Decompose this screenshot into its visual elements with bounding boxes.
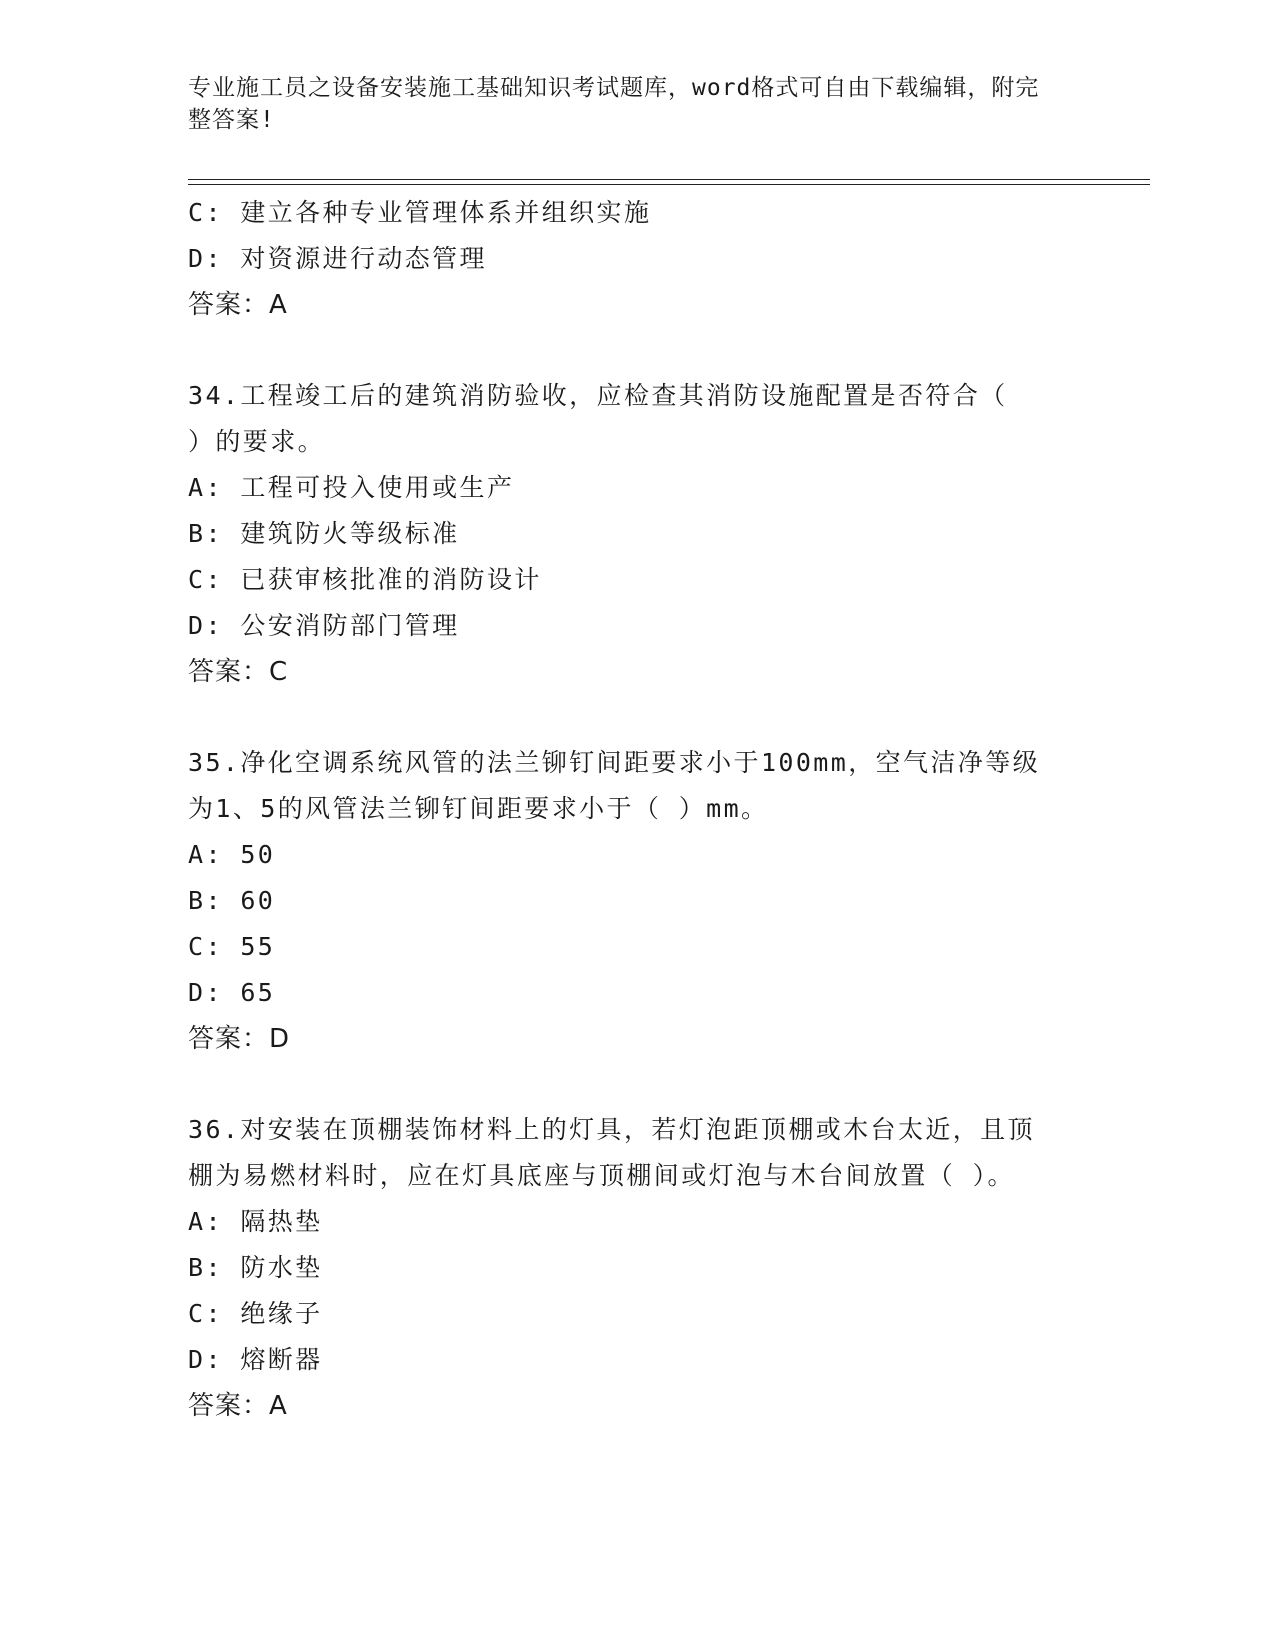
option-d: D: 熔断器 — [188, 1345, 323, 1374]
header-line-1: 专业施工员之设备安装施工基础知识考试题库，word格式可自由下载编辑，附完 — [188, 75, 1040, 101]
option-d: D: 公安消防部门管理 — [188, 611, 460, 640]
answer-line: 答案：D — [188, 1024, 291, 1054]
header-divider-bottom — [188, 184, 1150, 185]
question-stem-line-2: 棚为易燃材料时，应在灯具底座与顶棚间或灯泡与木台间放置（ ）。 — [188, 1161, 1015, 1190]
option-b: B: 60 — [188, 886, 276, 915]
option-c: C: 55 — [188, 932, 276, 961]
option-c: C: 已获审核批准的消防设计 — [188, 565, 542, 594]
question-stem-line-1: 35.净化空调系统风管的法兰铆钉间距要求小于100mm，空气洁净等级 — [188, 748, 1041, 777]
option-a: A: 隔热垫 — [188, 1207, 323, 1236]
answer-line: 答案：C — [188, 657, 289, 687]
option-b: B: 建筑防火等级标准 — [188, 519, 460, 548]
spacer — [188, 1062, 1088, 1107]
header-divider-top — [188, 179, 1150, 180]
question-stem-line-1: 34.工程竣工后的建筑消防验收，应检查其消防设施配置是否符合（ — [188, 381, 1008, 410]
option-d: D: 对资源进行动态管理 — [188, 244, 487, 273]
question-stem-line-1: 36.对安装在顶棚装饰材料上的灯具，若灯泡距顶棚或木台太近，且顶 — [188, 1115, 1035, 1144]
question-stem-line-2: 为1、5的风管法兰铆钉间距要求小于（ ）mm。 — [188, 794, 769, 823]
option-a: A: 工程可投入使用或生产 — [188, 473, 515, 502]
question-36 — [188, 1107, 1088, 1429]
question-35 — [188, 740, 1088, 1062]
answer-line: 答案：A — [188, 1391, 288, 1421]
option-a: A: 50 — [188, 840, 276, 869]
header-line-2: 整答案! — [188, 107, 275, 133]
question-33-fragment — [188, 190, 1088, 328]
answer-line: 答案：A — [188, 290, 288, 320]
page-header — [188, 72, 1068, 136]
spacer — [188, 328, 1088, 373]
option-d: D: 65 — [188, 978, 276, 1007]
option-b: B: 防水垫 — [188, 1253, 323, 1282]
option-c: C: 建立各种专业管理体系并组织实施 — [188, 198, 652, 227]
question-content — [188, 190, 1088, 1429]
option-c: C: 绝缘子 — [188, 1299, 323, 1328]
spacer — [188, 695, 1088, 740]
question-34 — [188, 373, 1088, 695]
question-stem-line-2: ）的要求。 — [188, 427, 326, 456]
